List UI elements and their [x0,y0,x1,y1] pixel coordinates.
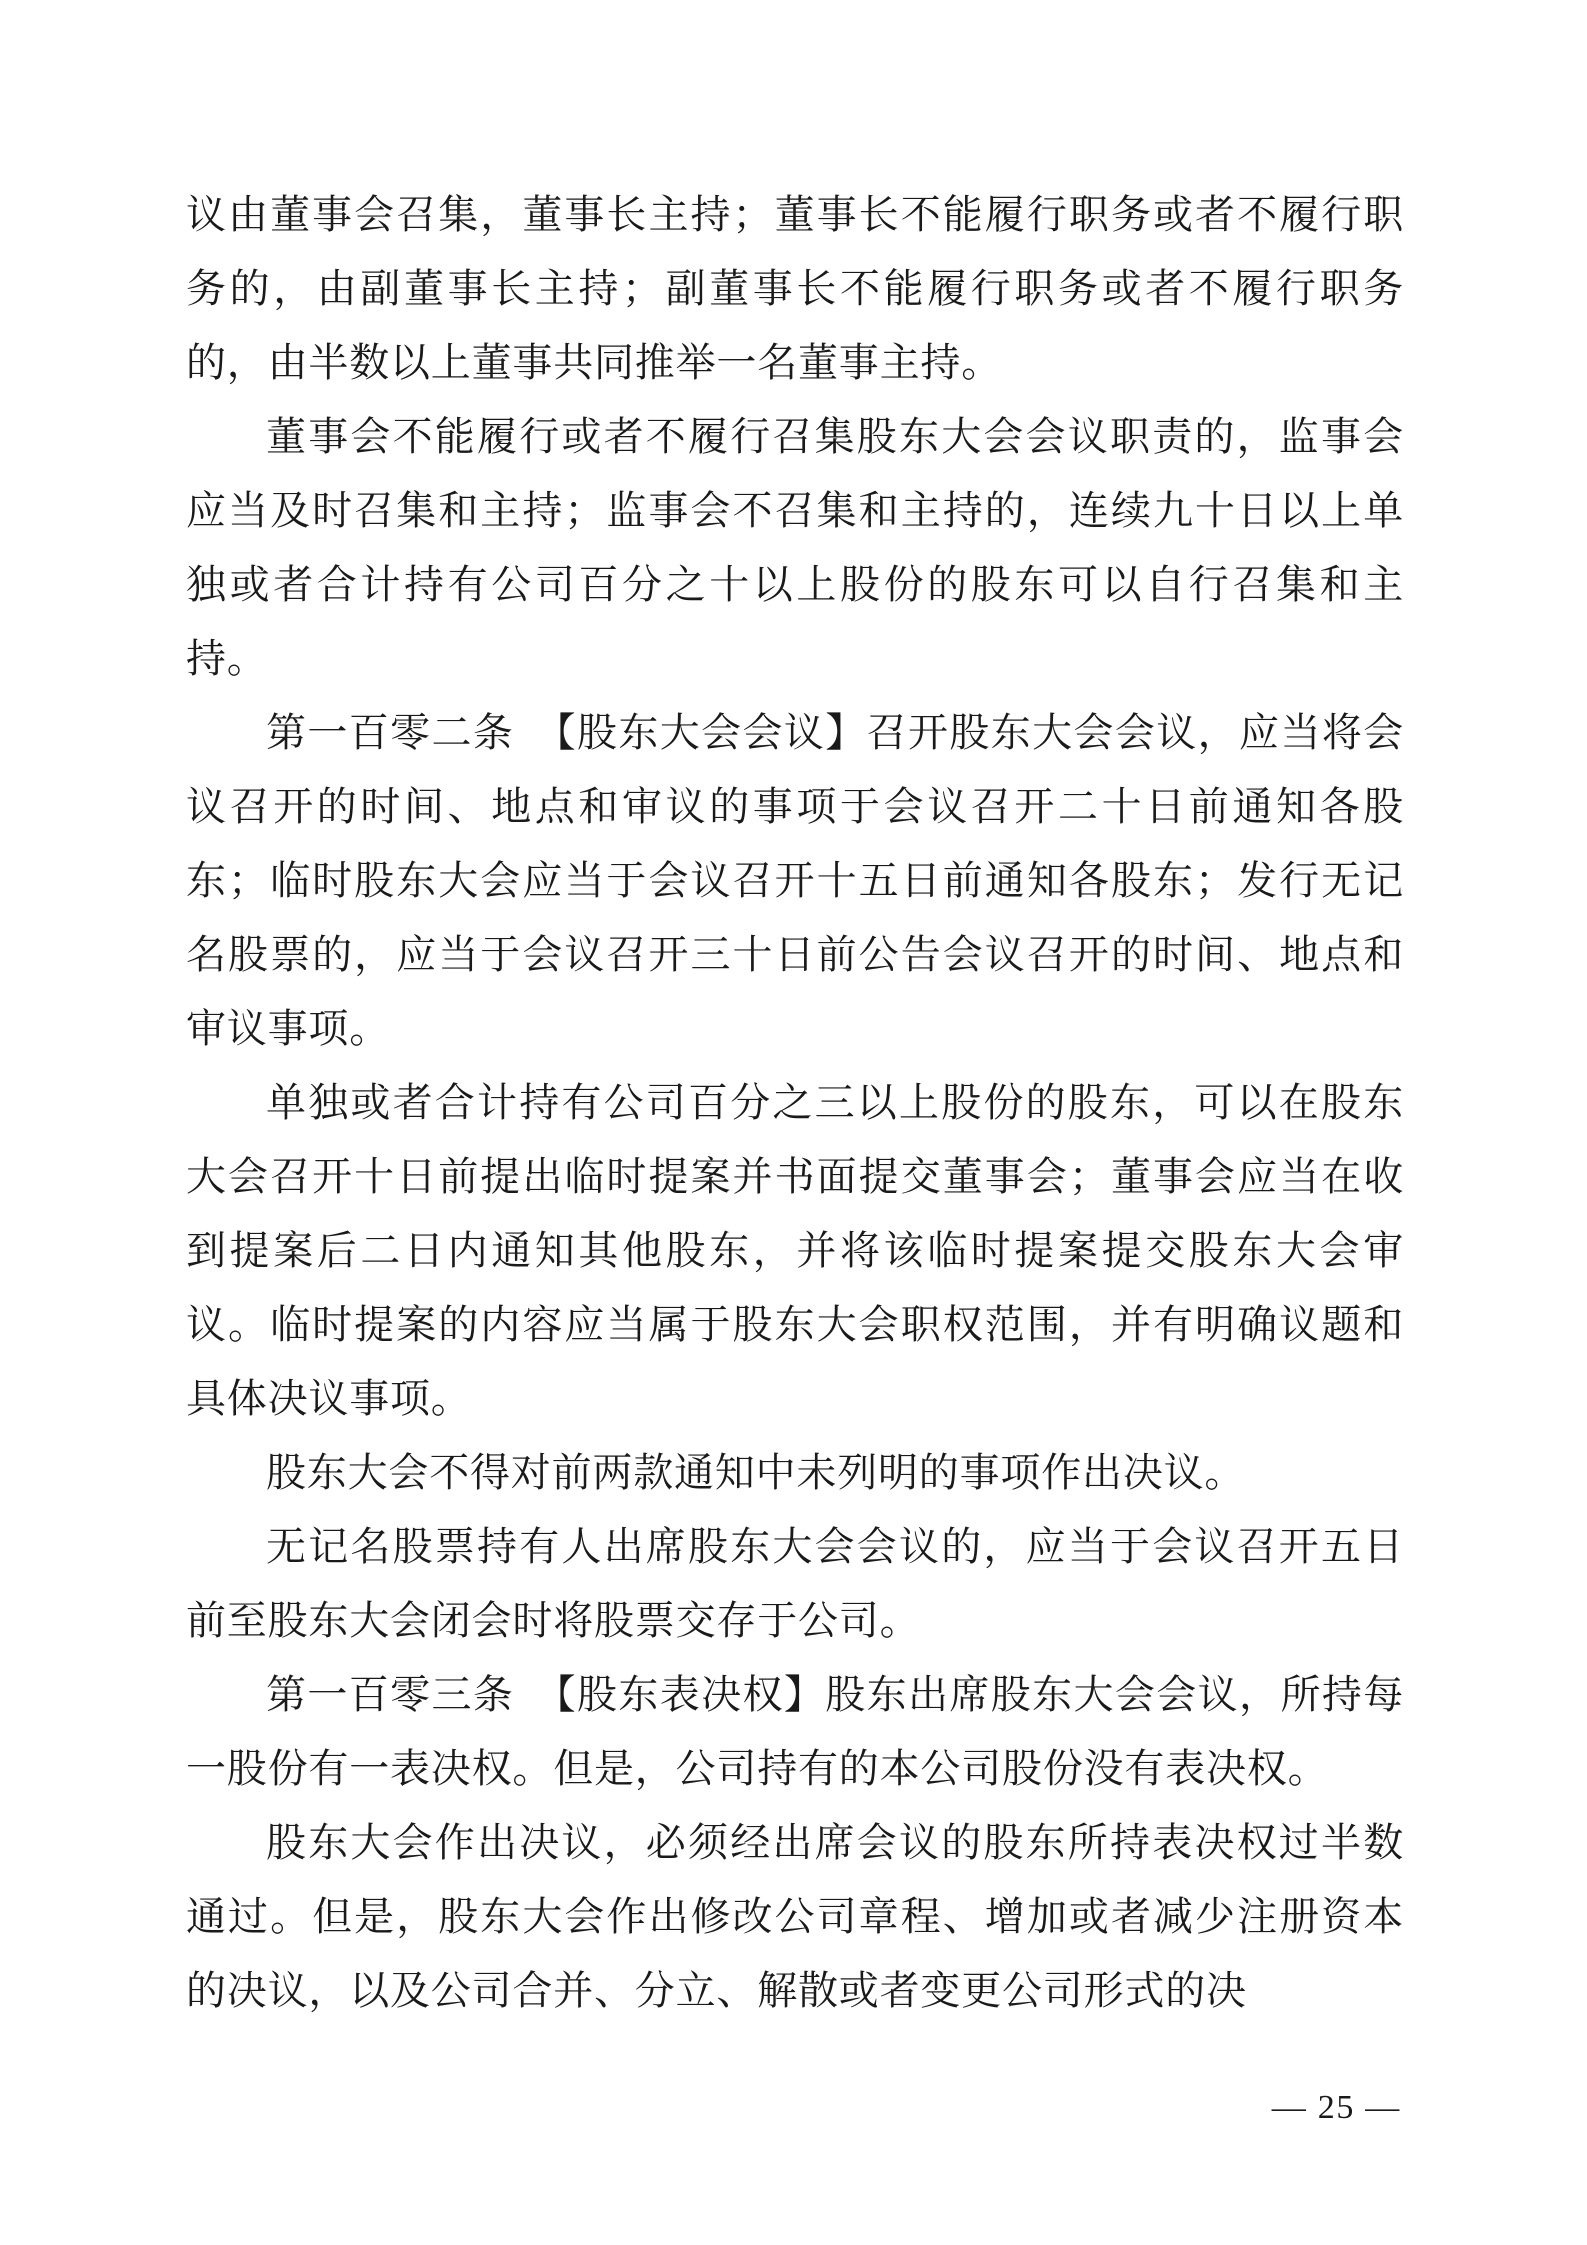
paragraph: 股东大会不得对前两款通知中未列明的事项作出决议。 [266,1450,1246,1495]
paragraph: 无记名股票持有人出席股东大会会议的，应当于会议召开五日前至股东大会闭会时将股票交存于公司。 [186,1524,1404,1643]
paragraph: 单独或者合计持有公司百分之三以上股份的股东，可以在股东大会召开十日前提出临时提案并书面提交董事会；董事会应当在收到提案后二日内通知其他股东，并将该临时提案提交股东大会审议。临时提案的内容应当属于股东大会职权范围，并有明确议题和具体决议事项。 [186,1080,1404,1421]
paragraph: 股东大会作出决议，必须经出席会议的股东所持表决权过半数通过。但是，股东大会作出修改公司章程、增加或者减少注册资本的决议，以及公司合并、分立、解散或者变更公司形式的决 [186,1820,1404,2013]
paragraph-article-102: 第一百零二条 【股东大会会议】召开股东大会会议，应当将会议召开的时间、地点和审议的事项于会议召开二十日前通知各股东；临时股东大会应当于会议召开十五日前通知各股东；发行无记名股票的，应当于会议召开三十日前公告会议召开的时间、地点和审议事项。 [186,710,1404,1051]
paragraph: 董事会不能履行或者不履行召集股东大会会议职责的，监事会应当及时召集和主持；监事会不召集和主持的，连续九十日以上单独或者合计持有公司百分之十以上股份的股东可以自行召集和主持。 [186,414,1404,681]
page-body-text [186,178,1404,2028]
page-number: — 25 — [1271,2089,1401,2126]
paragraph: 议由董事会召集，董事长主持；董事长不能履行职务或者不履行职务的，由副董事长主持；副董事长不能履行职务或者不履行职务的，由半数以上董事共同推举一名董事主持。 [186,192,1404,385]
paragraph-article-103: 第一百零三条 【股东表决权】股东出席股东大会会议，所持每一股份有一表决权。但是，公司持有的本公司股份没有表决权。 [186,1672,1404,1791]
